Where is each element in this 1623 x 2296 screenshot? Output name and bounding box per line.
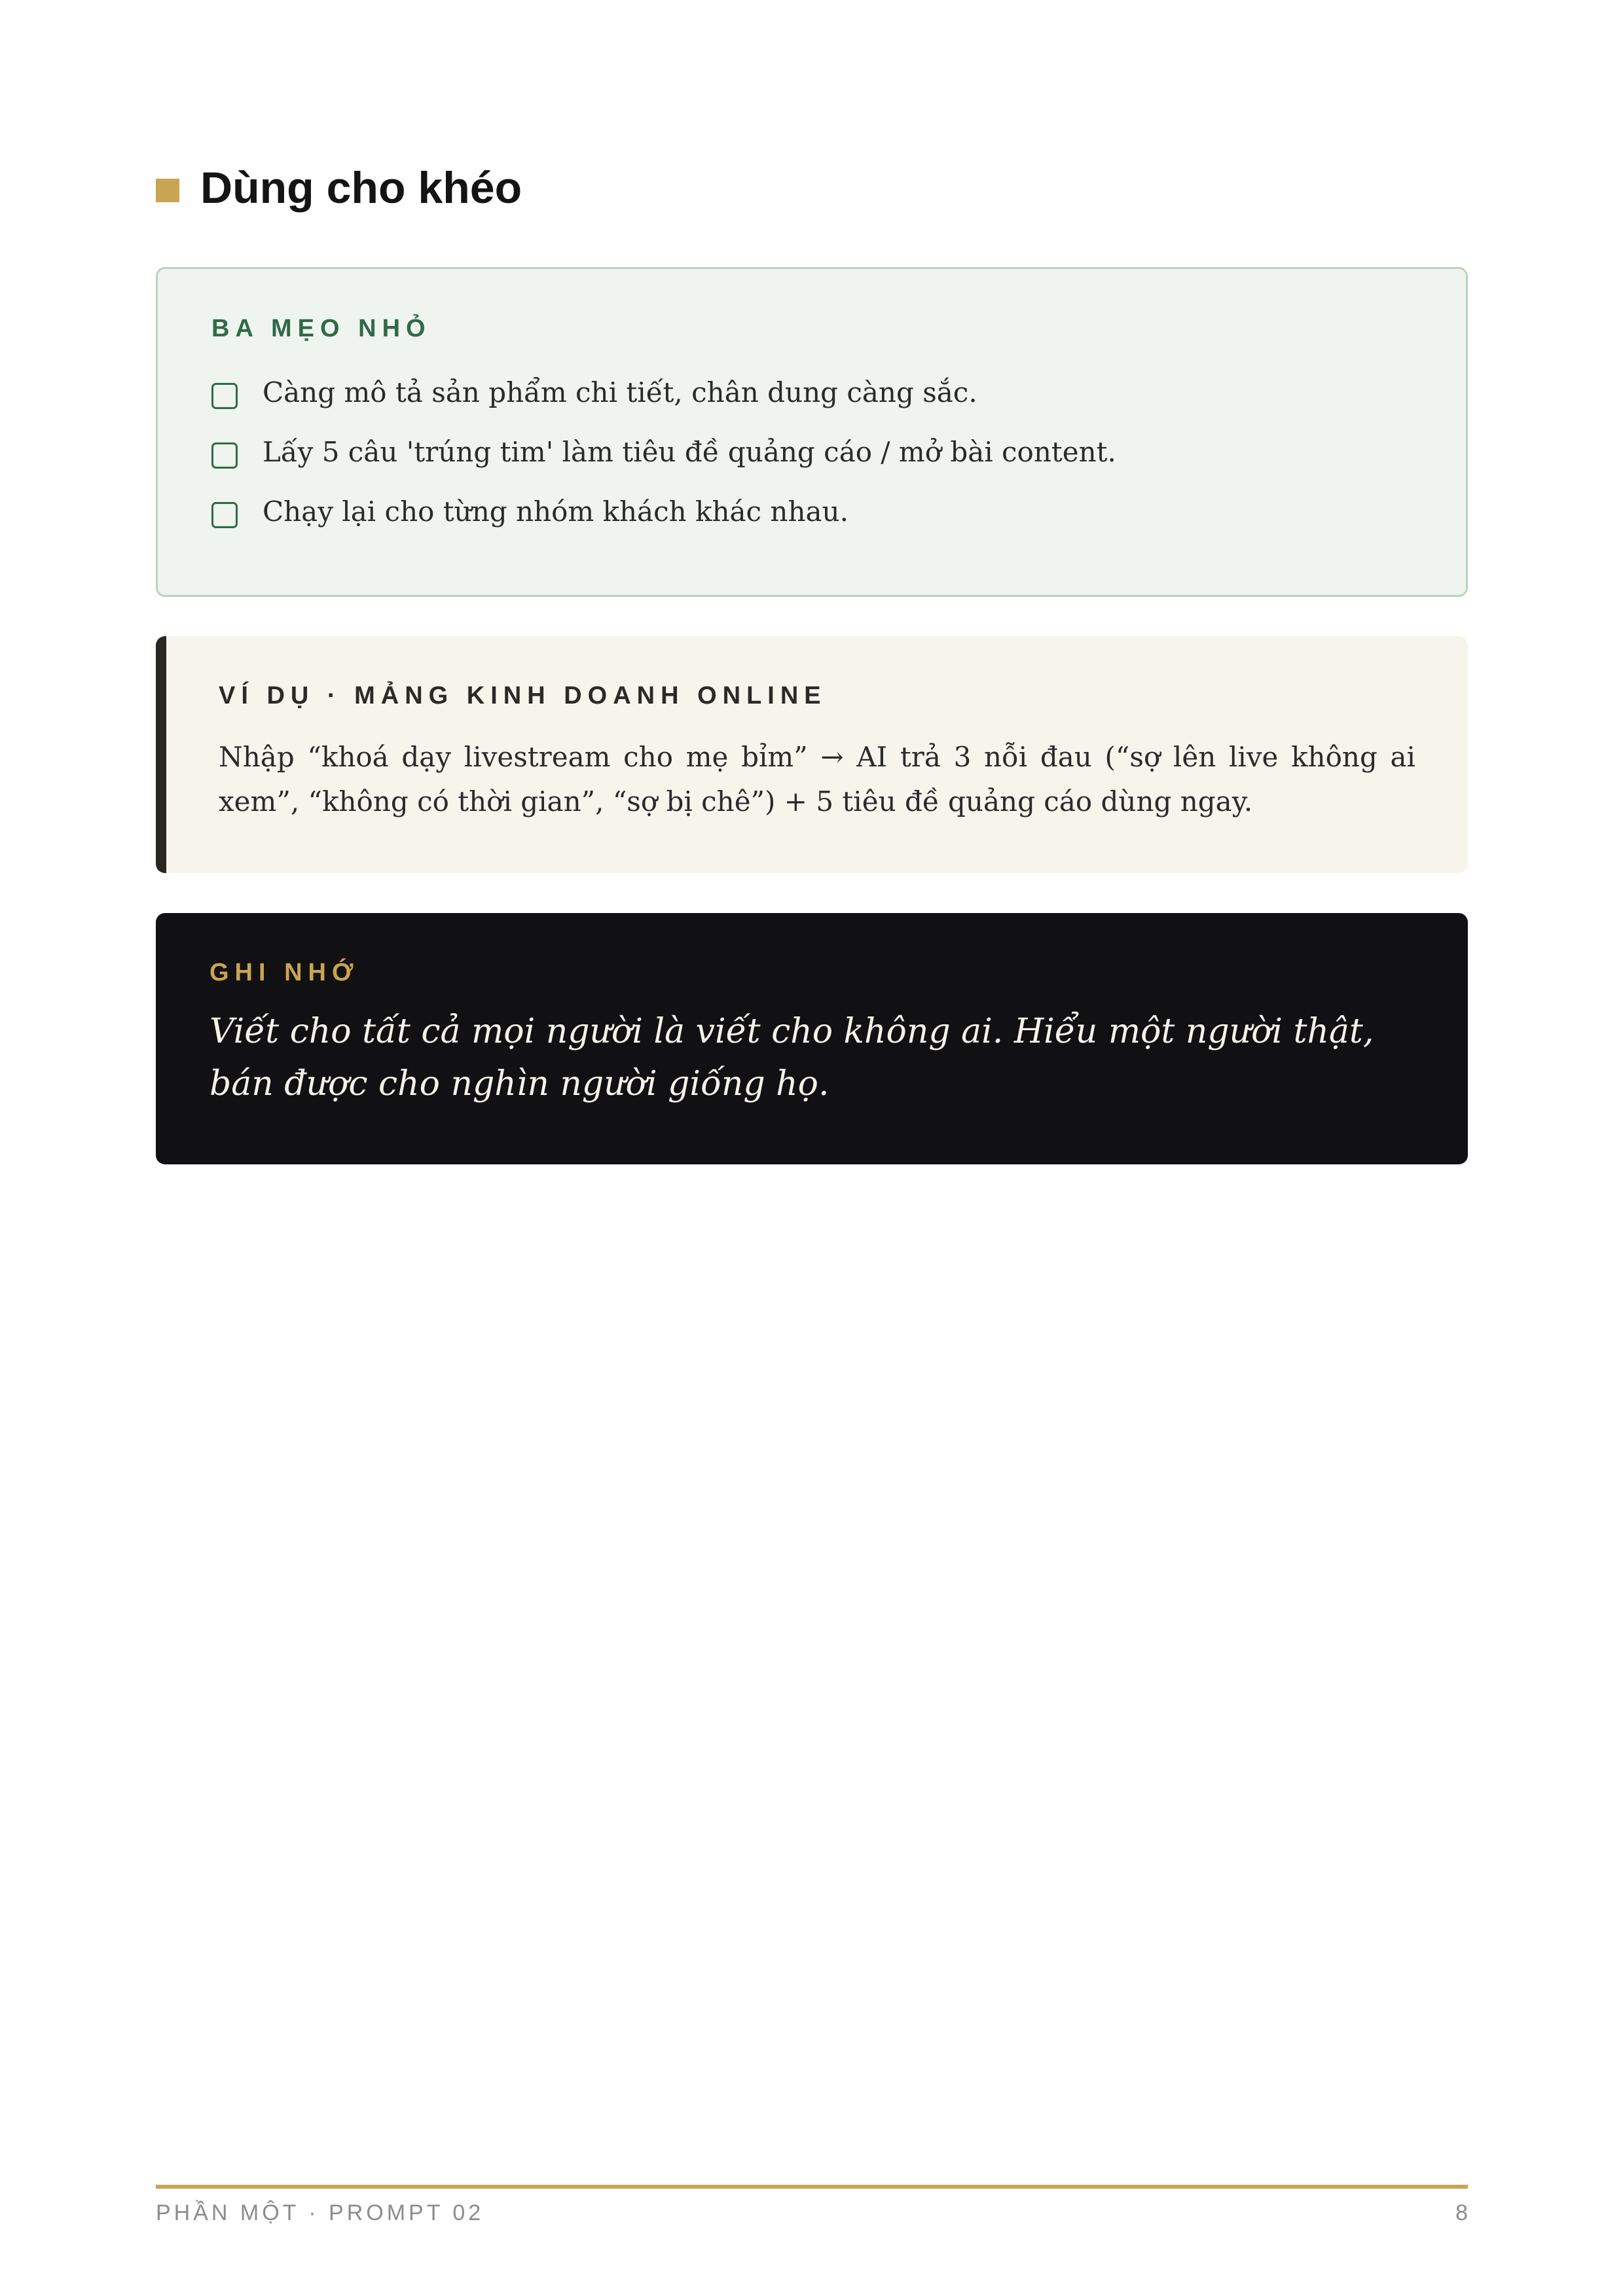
section-title: Dùng cho khéo: [200, 163, 522, 213]
tip-list: [211, 363, 1413, 541]
tip-text: Lấy 5 câu 'trúng tim' làm tiêu đề quảng cáo / mở bài content.: [263, 436, 1116, 468]
remember-quote: Viết cho tất cả mọi người là viết cho không ai. Hiểu một người thật, bán được cho nghìn người giống họ.: [210, 1012, 1374, 1103]
tip-item: [211, 363, 1413, 422]
tip-item: [211, 482, 1413, 541]
example-body: Nhập “khoá dạy livestream cho mẹ bỉm” → AI trả 3 nỗi đau (“sợ lên live không ai xem”, “không có thời gian”, “sợ bị chê”) + 5 tiêu đề quảng cáo dùng ngay.: [219, 741, 1415, 817]
example-label: VÍ DỤ · MẢNG KINH DOANH ONLINE: [219, 682, 827, 709]
tip-checkbox[interactable]: [211, 502, 238, 528]
section-heading: [156, 162, 522, 213]
section-marker-square: [156, 179, 179, 202]
tips-box: [156, 267, 1468, 597]
tip-item: [211, 422, 1413, 482]
tip-text: Càng mô tả sản phẩm chi tiết, chân dung càng sắc.: [263, 376, 977, 408]
tip-text: Chạy lại cho từng nhóm khách khác nhau.: [263, 495, 848, 528]
footer-divider: [156, 2185, 1468, 2189]
footer-section-label: PHẦN MỘT · PROMPT 02: [156, 2200, 484, 2225]
example-box: [156, 636, 1468, 873]
remember-box: [156, 913, 1468, 1164]
tips-label: BA MẸO NHỎ: [211, 315, 431, 342]
remember-label: GHI NHỚ: [210, 959, 359, 986]
page-number: 8: [1455, 2200, 1468, 2225]
tip-checkbox[interactable]: [211, 383, 238, 409]
tip-checkbox[interactable]: [211, 442, 238, 469]
